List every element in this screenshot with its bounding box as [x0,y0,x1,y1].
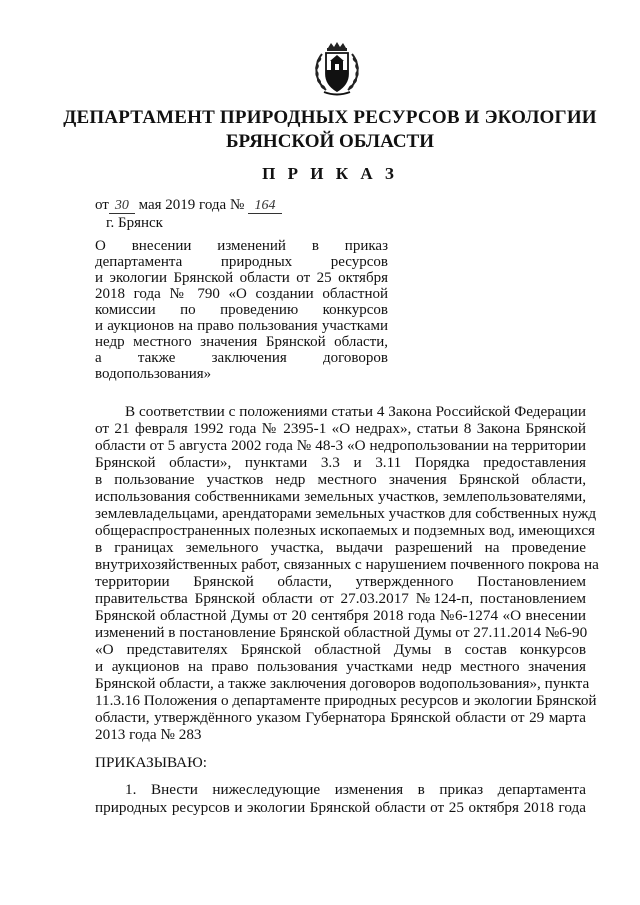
body-line: территории Брянской области, утвержденного Постановлением [95,573,586,590]
date-prefix: от [95,197,109,213]
item-line: 1. Внести нижеследующие изменения в приказ департамента [125,781,586,798]
date-month-year: мая 2019 года № [138,197,245,213]
order-command: ПРИКАЗЫВАЮ: [95,754,207,771]
body-line: В соответствии с положениями статьи 4 Закона Российской Федерации [125,403,586,420]
body-line: 11.3.16 Положения о департаменте природных ресурсов и экологии Брянской [95,692,597,709]
body-line: Брянской области, а также заключения договоров водопользования», пункта [95,675,590,692]
order-item-1 [95,781,586,817]
body-line: и аукционов на право пользования участками недр местного значения [95,658,586,675]
body-line: от 21 февраля 1992 года № 2395-1 «О недрах», статьи 8 Закона Брянской [95,420,586,437]
city: г. Брянск [106,215,163,231]
body-line: общераспространенных полезных ископаемых и подземных вод, имеющихся [95,522,596,539]
body-line: правительства Брянской области от 27.03.2017 №124-п, постановлением [95,590,586,607]
department-name-line-1: ДЕПАРТАМЕНТ ПРИРОДНЫХ РЕСУРСОВ И ЭКОЛОГИИ [63,107,597,128]
handwritten-order-number: 164 [248,199,282,214]
preamble-paragraph [95,403,599,743]
body-line: в границах земельного участка, выдачи разрешений на проведение [95,539,586,556]
body-line: в пользование участков недр местного значения Брянской области, [95,471,586,488]
subject-line: водопользования» [95,366,212,382]
body-line: Брянской области», пунктами 3.3 и 3.11 Порядка предоставления [95,454,586,471]
department-name-line-2: БРЯНСКОЙ ОБЛАСТИ [225,131,435,152]
order-date-line [95,197,282,214]
subject-line: и аукционов на право пользования участками [95,318,388,334]
subject-line: департамента природных ресурсов [95,254,388,270]
body-line: области, утверждённого указом Губернатора Брянской области от 29 марта [95,709,586,726]
item-line: природных ресурсов и экологии Брянской области от 25 октября 2018 года [95,799,586,816]
subject-line: О внесении изменений в приказ [95,238,388,254]
subject-line: и экологии Брянской области от 25 октября [95,270,388,286]
order-title: П Р И К А З [262,164,398,183]
body-line: 2013 года № 283 [95,726,202,743]
order-subject [95,238,388,382]
subject-line: недр местного значения Брянской области, [95,334,388,350]
subject-line: а также заключения договоров [95,350,388,366]
handwritten-day: 30 [109,199,135,214]
body-line: использования собственниками земельных участков, землепользователями, [95,488,586,505]
body-line: области от 5 августа 2002 года № 48-3 «О недропользовании на территории [95,437,586,454]
subject-line: комиссии по проведению конкурсов [95,302,388,318]
bryansk-coat-of-arms-icon [308,40,366,98]
body-line: Брянской областной Думы от 20 сентября 2018 года №6-1274 «О внесении [95,607,586,624]
body-line: внутрихозяйственных работ, связанных с нарушением почвенного покрова на [95,556,599,573]
body-line: «О представителях Брянской областной Думы в состав конкурсов [95,641,586,658]
subject-line: 2018 года № 790 «О создании областной [95,286,388,302]
body-line: изменений в постановление Брянской областной Думы от 27.11.2014 №6-90 [95,624,588,641]
body-line: землевладельцами, арендаторами земельных участков для собственных нужд [95,505,597,522]
